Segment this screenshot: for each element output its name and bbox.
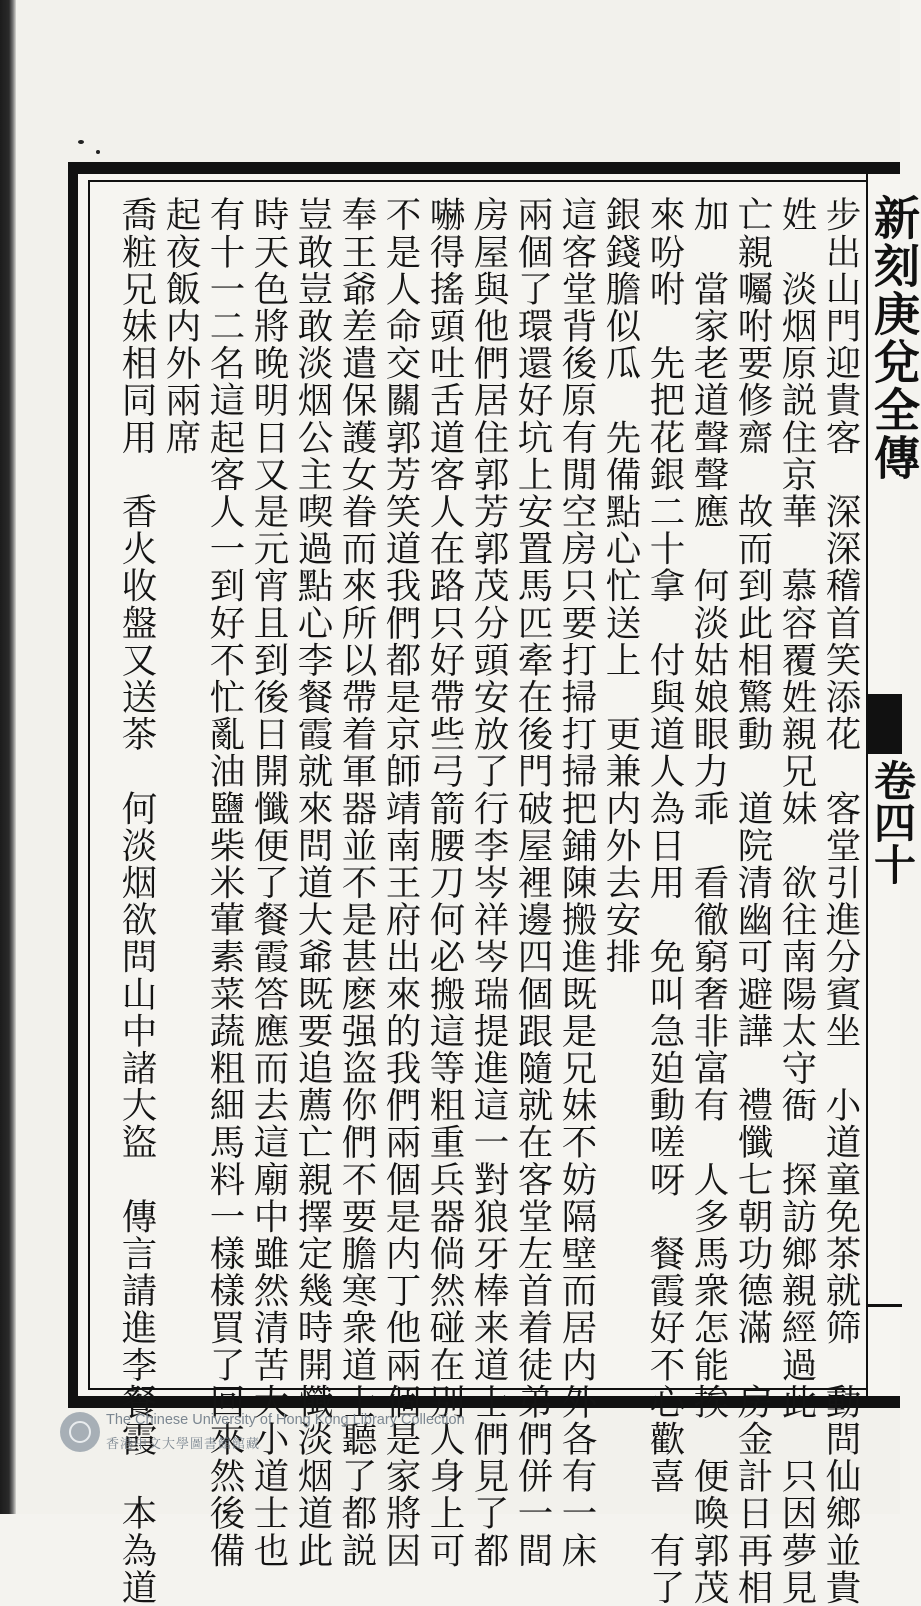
text-column-1: 步出山門迎貴客 深深稽首笑添花 客堂引進分賓坐 小道童免茶就筛 動問仙鄉並貴: [820, 196, 861, 1606]
cuhk-logo-icon: [60, 1412, 100, 1452]
text-column-8: 兩個了環還好坑上安置馬匹牽在後門破屋裡邊四個跟隨就在客堂左首着徒弟們併一間: [512, 196, 553, 1569]
text-column-4: 加 當家老道聲聲應 何淡姑娘眼力乖 看徹窮奢非富有 人多馬衆怎能挨 便喚郭茂: [688, 196, 729, 1606]
page-header-strip: [866, 174, 921, 1396]
text-column-3: 亡親囑咐要修齋 故而到此相驚動 道院清幽可避譁 禮懺七朝功德滿 房金計日再相: [732, 196, 773, 1606]
ink-speck: [96, 150, 100, 154]
text-column-10: 嚇得搖頭吐舌道客人在路只好帶些弓箭腰刀何必搬這等粗重兵器倘然碰在别人身上可: [424, 196, 465, 1569]
text-column-6: 銀錢膽似瓜 先備點心忙送上 更兼内外去安排: [600, 196, 641, 976]
fishtail-mark: [868, 694, 902, 754]
watermark-english: The Chinese University of Hong Kong Library Collection: [106, 1412, 465, 1428]
volume-label: 卷四十: [868, 759, 917, 885]
book-spine-shadow: [0, 0, 16, 1514]
text-column-13: 豈敢豈敢淡烟公主喫過點心李餐霞就來問道大爺既要追薦亡親擇定幾時開懺淡烟道此: [292, 196, 333, 1569]
text-column-15: 有十一二名這起客人一到好不忙亂油鹽柴米葷素菜蔬粗細馬料一樣樣買了回來然後備: [204, 196, 245, 1569]
text-column-17: 喬粧兄妹相同用 香火收盤又送茶 何淡烟欲問山中諸大盜 傳言請進李餐霞 本為道: [116, 196, 157, 1606]
text-column-2: 姓 淡烟原説住京華 慕容覆姓親兄妹 欲往南陽太守衙 探訪鄉親經過此 只因夢見: [776, 196, 817, 1606]
ink-speck: [78, 140, 84, 144]
text-column-7: 這客堂背後原有閒空房只要打掃打掃把鋪陳搬進既是兄妹不妨隔壁而居内外各有一床: [556, 196, 597, 1569]
text-column-9: 房屋與他們居住郭芳郭茂分頭安放了行李岑祥岑瑞提進這一對狼牙棒来道士們見了都: [468, 196, 509, 1569]
header-rule: [868, 1304, 902, 1307]
text-column-16: 起夜飯内外兩席: [160, 196, 201, 456]
text-column-5: 來吩咐 先把花銀二十拿 付與道人為日用 免叫急廹動嗟呀 餐霞好不心歡喜 有了: [644, 196, 685, 1606]
text-column-14: 時天色將晚明日又是元宵且到後日開懺便了餐霞答應而去這廟中雖然清苦大小道士也: [248, 196, 289, 1569]
book-title: 新刻庚兌全傳: [867, 194, 921, 482]
watermark-chinese: 香港中文大學圖書館館藏: [106, 1437, 261, 1452]
library-watermark: [60, 1412, 580, 1458]
text-column-11: 不是人命交關郭芳笑道我們都是京師靖南王府出來的我們兩個是内丁他兩個是家將因: [380, 196, 421, 1569]
text-column-12: 奉王爺差遣保護女眷而來所以帶着軍器並不是甚麽强盗你們不要膽寒衆道士聽了都説: [336, 196, 377, 1569]
